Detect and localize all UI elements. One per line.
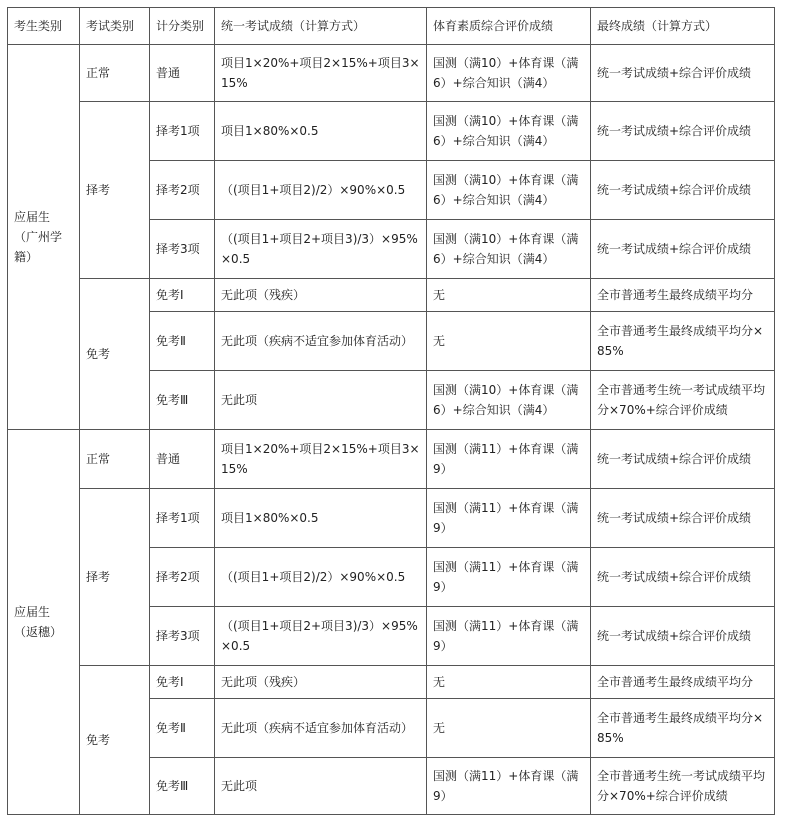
unified-exam-cell: （(项目1+项目2+项目3)/3）×95%×0.5 — [215, 607, 427, 666]
pe-score-cell: 国测（满11）+体育课（满9） — [427, 489, 591, 548]
score-table — [7, 7, 775, 815]
final-score-cell: 统一考试成绩+综合评价成绩 — [591, 548, 775, 607]
final-score-cell: 全市普通考生统一考试成绩平均分×70%+综合评价成绩 — [591, 371, 775, 430]
table-row — [8, 430, 775, 489]
unified-exam-cell: 项目1×20%+项目2×15%+项目3×15% — [215, 45, 427, 102]
pe-score-cell: 国测（满11）+体育课（满9） — [427, 548, 591, 607]
score-category-cell: 免考Ⅱ — [150, 312, 215, 371]
final-score-cell: 全市普通考生最终成绩平均分×85% — [591, 312, 775, 371]
score-category-cell: 免考Ⅲ — [150, 758, 215, 815]
score-category-cell: 择考3项 — [150, 220, 215, 279]
exam-category-cell: 择考 — [80, 489, 150, 666]
unified-exam-cell: （(项目1+项目2)/2）×90%×0.5 — [215, 161, 427, 220]
unified-exam-cell: 项目1×80%×0.5 — [215, 102, 427, 161]
score-category-cell: 普通 — [150, 45, 215, 102]
table-row — [8, 45, 775, 102]
unified-exam-cell: 项目1×20%+项目2×15%+项目3×15% — [215, 430, 427, 489]
student-category-cell: 应届生（返穗） — [8, 430, 80, 815]
score-category-cell: 普通 — [150, 430, 215, 489]
final-score-cell: 统一考试成绩+综合评价成绩 — [591, 45, 775, 102]
score-category-cell: 择考2项 — [150, 161, 215, 220]
unified-exam-cell: 无此项 — [215, 758, 427, 815]
pe-score-cell: 国测（满10）+体育课（满6）+综合知识（满4） — [427, 371, 591, 430]
exam-category-cell: 正常 — [80, 430, 150, 489]
table-row — [8, 666, 775, 699]
header-row — [8, 8, 775, 45]
header-student-category: 考生类别 — [8, 8, 80, 45]
pe-score-cell: 国测（满10）+体育课（满6）+综合知识（满4） — [427, 220, 591, 279]
final-score-cell: 统一考试成绩+综合评价成绩 — [591, 220, 775, 279]
student-category-cell: 应届生（广州学籍） — [8, 45, 80, 430]
pe-score-cell: 国测（满10）+体育课（满6）+综合知识（满4） — [427, 161, 591, 220]
unified-exam-cell: 无此项 — [215, 371, 427, 430]
pe-score-cell: 无 — [427, 666, 591, 699]
header-exam-category: 考试类别 — [80, 8, 150, 45]
unified-exam-cell: 无此项（疾病不适宜参加体育活动） — [215, 312, 427, 371]
exam-category-cell: 正常 — [80, 45, 150, 102]
header-pe-quality-score: 体育素质综合评价成绩 — [427, 8, 591, 45]
pe-score-cell: 国测（满11）+体育课（满9） — [427, 758, 591, 815]
header-score-category: 计分类别 — [150, 8, 215, 45]
table-row — [8, 102, 775, 161]
pe-score-cell: 无 — [427, 312, 591, 371]
final-score-cell: 全市普通考生最终成绩平均分 — [591, 666, 775, 699]
pe-score-cell: 国测（满10）+体育课（满6）+综合知识（满4） — [427, 102, 591, 161]
final-score-cell: 全市普通考生最终成绩平均分 — [591, 279, 775, 312]
final-score-cell: 统一考试成绩+综合评价成绩 — [591, 607, 775, 666]
unified-exam-cell: 无此项（残疾） — [215, 279, 427, 312]
final-score-cell: 统一考试成绩+综合评价成绩 — [591, 489, 775, 548]
final-score-cell: 全市普通考生最终成绩平均分×85% — [591, 699, 775, 758]
table-row — [8, 279, 775, 312]
unified-exam-cell: 项目1×80%×0.5 — [215, 489, 427, 548]
final-score-cell: 全市普通考生统一考试成绩平均分×70%+综合评价成绩 — [591, 758, 775, 815]
score-category-cell: 免考Ⅰ — [150, 279, 215, 312]
table-row — [8, 489, 775, 548]
pe-score-cell: 无 — [427, 699, 591, 758]
score-category-cell: 免考Ⅰ — [150, 666, 215, 699]
exam-category-cell: 择考 — [80, 102, 150, 279]
score-category-cell: 免考Ⅱ — [150, 699, 215, 758]
score-category-cell: 免考Ⅲ — [150, 371, 215, 430]
unified-exam-cell: 无此项（残疾） — [215, 666, 427, 699]
pe-score-cell: 无 — [427, 279, 591, 312]
score-category-cell: 择考1项 — [150, 102, 215, 161]
final-score-cell: 统一考试成绩+综合评价成绩 — [591, 161, 775, 220]
unified-exam-cell: 无此项（疾病不适宜参加体育活动） — [215, 699, 427, 758]
unified-exam-cell: （(项目1+项目2)/2）×90%×0.5 — [215, 548, 427, 607]
score-category-cell: 择考3项 — [150, 607, 215, 666]
final-score-cell: 统一考试成绩+综合评价成绩 — [591, 430, 775, 489]
pe-score-cell: 国测（满10）+体育课（满6）+综合知识（满4） — [427, 45, 591, 102]
header-unified-exam-score: 统一考试成绩（计算方式） — [215, 8, 427, 45]
header-final-score: 最终成绩（计算方式） — [591, 8, 775, 45]
pe-score-cell: 国测（满11）+体育课（满9） — [427, 430, 591, 489]
exam-category-cell: 免考 — [80, 279, 150, 430]
pe-score-cell: 国测（满11）+体育课（满9） — [427, 607, 591, 666]
final-score-cell: 统一考试成绩+综合评价成绩 — [591, 102, 775, 161]
score-category-cell: 择考1项 — [150, 489, 215, 548]
unified-exam-cell: （(项目1+项目2+项目3)/3）×95%×0.5 — [215, 220, 427, 279]
exam-category-cell: 免考 — [80, 666, 150, 815]
score-category-cell: 择考2项 — [150, 548, 215, 607]
